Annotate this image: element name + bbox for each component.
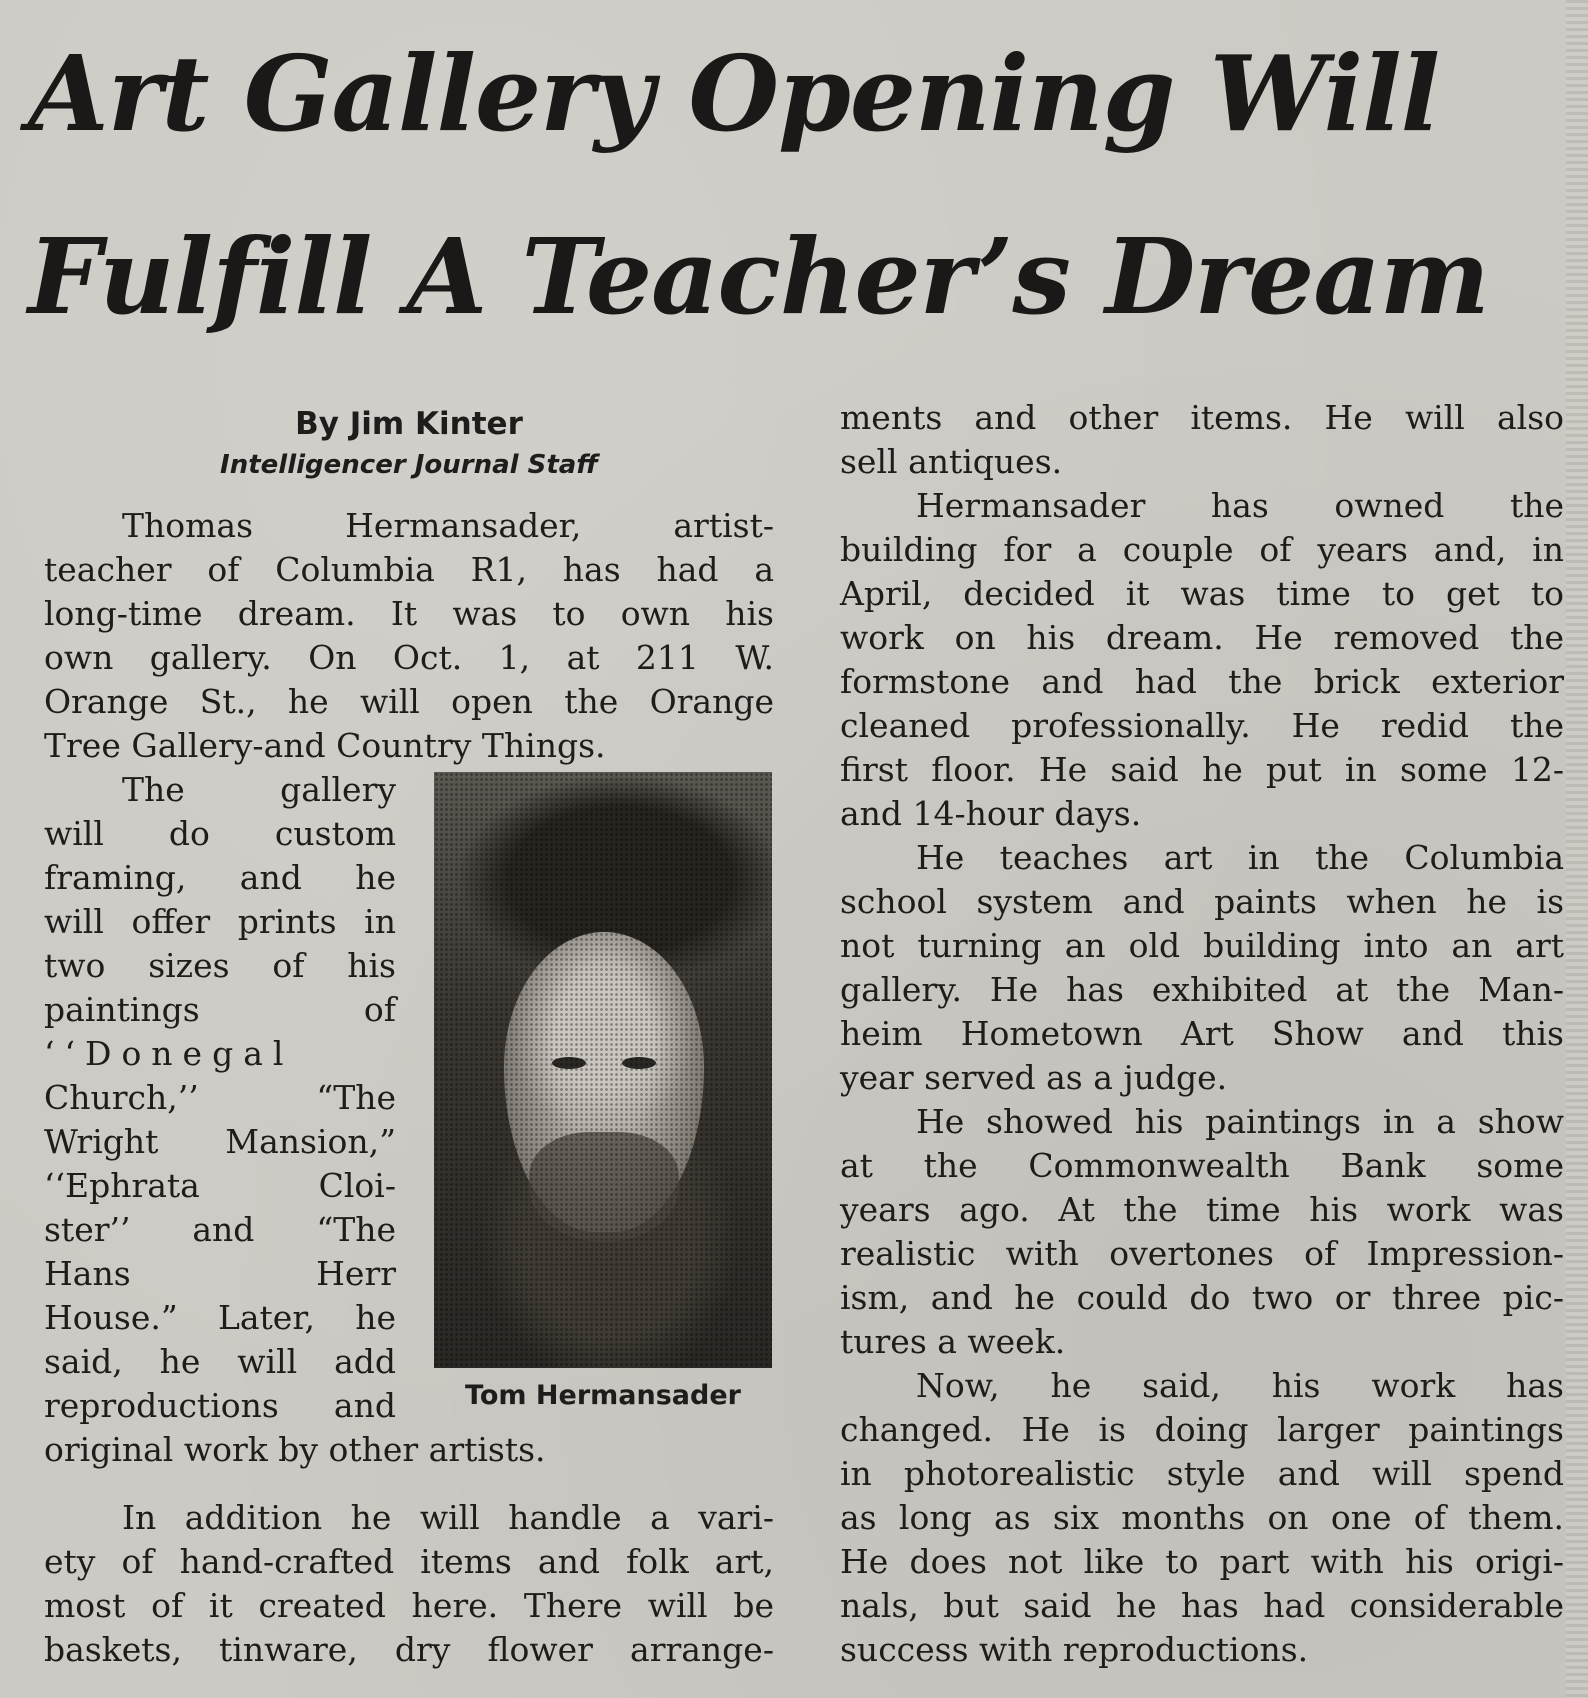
col2-line: at the Commonwealth Bank some (840, 1146, 1564, 1185)
col2-line: He showed his paintings in a show (916, 1102, 1564, 1141)
col2-line: year served as a judge. (840, 1058, 1228, 1097)
col2-line: years ago. At the time his work was (840, 1190, 1564, 1229)
col2-line: not turning an old building into an art (840, 926, 1564, 965)
col1-wrap-line: said, he will add (44, 1342, 396, 1381)
col2-line: and 14-hour days. (840, 794, 1142, 833)
col1-wrap-line: The gallery (122, 770, 396, 809)
col1-wrap-line: paintings of (44, 990, 396, 1029)
col2-line: success with reproductions. (840, 1630, 1309, 1669)
col2-line: April, decided it was time to get to (840, 574, 1564, 613)
col2-line: Now, he said, his work has (916, 1366, 1564, 1405)
col1-wrap-line: will do custom (44, 814, 396, 853)
col2-line: realistic with overtones of Impression- (840, 1234, 1564, 1273)
col2-line: in photorealistic style and will spend (840, 1454, 1564, 1493)
portrait-photo (434, 772, 772, 1368)
col1-line: Orange St., he will open the Orange (44, 682, 774, 721)
col1-wrap-line: reproductions and (44, 1386, 396, 1425)
col1-wrap-line: framing, and he (44, 858, 396, 897)
headline-line-2: Fulfill A Teacher’s Dream (28, 215, 1489, 338)
col1-wrap-line: ‘‘Donegal (44, 1034, 294, 1073)
byline-author: By Jim Kinter (295, 406, 523, 442)
col1-line: Tree Gallery-and Country Things. (44, 726, 606, 765)
page-edge (1566, 0, 1588, 1698)
col1-wrap-line: ster’’ and “The (44, 1210, 396, 1249)
col2-line: ments and other items. He will also (840, 398, 1564, 437)
col2-line: changed. He is doing larger paintings (840, 1410, 1564, 1449)
col1-wrap-line: Wright Mansion,” (44, 1122, 396, 1161)
col2-line: nals, but said he has had considerable (840, 1586, 1564, 1625)
col1-line: original work by other artists. (44, 1430, 546, 1469)
col2-line: school system and paints when he is (840, 882, 1564, 921)
col1-wrap-line: two sizes of his (44, 946, 396, 985)
col1-wrap-line: House.” Later, he (44, 1298, 396, 1337)
col1-line: Thomas Hermansader, artist- (122, 506, 774, 545)
photo-caption: Tom Hermansader (465, 1380, 741, 1411)
col2-line: ism, and he could do two or three pic- (840, 1278, 1564, 1317)
col2-line: first floor. He said he put in some 12- (840, 750, 1564, 789)
col1-line: own gallery. On Oct. 1, at 211 W. (44, 638, 774, 677)
col2-line: cleaned professionally. He redid the (840, 706, 1564, 745)
col1-wrap-line: ‘‘Ephrata Cloi- (44, 1166, 396, 1205)
col1-line: most of it created here. There will be (44, 1586, 774, 1625)
col1-line: teacher of Columbia R1, has had a (44, 550, 774, 589)
byline-affiliation: Intelligencer Journal Staff (220, 450, 598, 480)
col2-line: tures a week. (840, 1322, 1066, 1361)
col2-line: heim Hometown Art Show and this (840, 1014, 1564, 1053)
col2-line: Hermansader has owned the (916, 486, 1564, 525)
col2-line: formstone and had the brick exterior (840, 662, 1564, 701)
col1-line: baskets, tinware, dry flower arrange- (44, 1630, 774, 1669)
col1-line: long-time dream. It was to own his (44, 594, 774, 633)
col1-wrap-line: will offer prints in (44, 902, 396, 941)
col2-line: sell antiques. (840, 442, 1063, 481)
col1-line: In addition he will handle a vari- (122, 1498, 774, 1537)
col2-line: work on his dream. He removed the (840, 618, 1564, 657)
col2-line: building for a couple of years and, in (840, 530, 1564, 569)
halftone-pattern (434, 772, 772, 1368)
col1-line: ety of hand-crafted items and folk art, (44, 1542, 774, 1581)
col2-line: He teaches art in the Columbia (916, 838, 1564, 877)
headline-line-1: Art Gallery Opening Will (28, 32, 1440, 155)
col2-line: as long as six months on one of them. (840, 1498, 1564, 1537)
col1-wrap-line: Church,’’ “The (44, 1078, 396, 1117)
col2-line: gallery. He has exhibited at the Man- (840, 970, 1564, 1009)
col2-line: He does not like to part with his origi- (840, 1542, 1564, 1581)
col1-wrap-line: Hans Herr (44, 1254, 396, 1293)
